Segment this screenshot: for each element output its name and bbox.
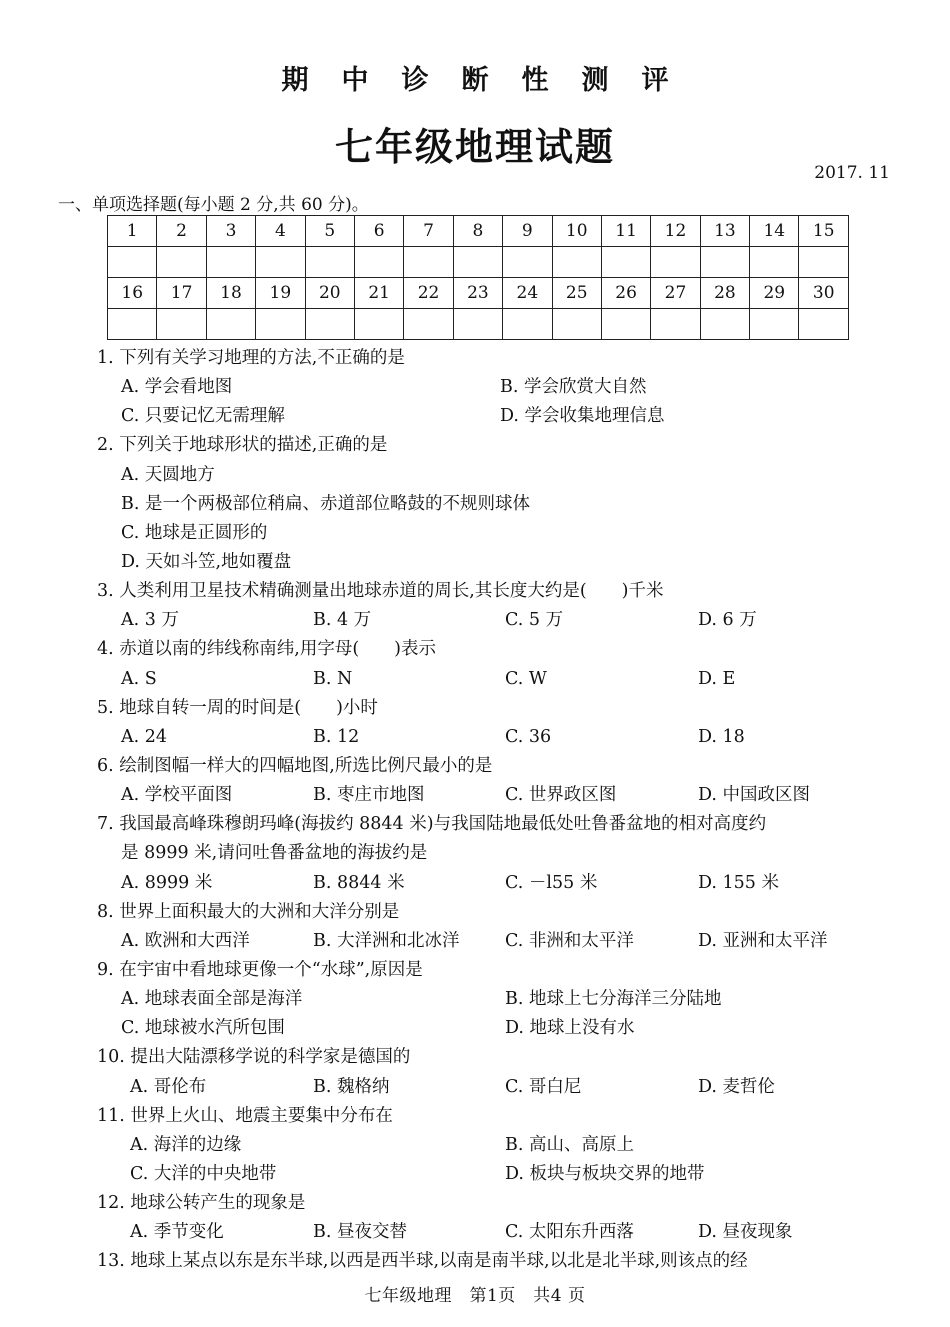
question-number-cell: 24 [503,278,552,309]
option-line [0,869,950,898]
option-line [0,490,950,519]
option-b: B. 4 万 [313,610,372,631]
answer-cell[interactable] [157,309,206,340]
answer-cell[interactable] [404,247,453,278]
option-line [0,985,950,1014]
option-line [0,1131,950,1160]
question-number-cell: 1 [108,216,157,247]
question-number-cell: 28 [700,278,749,309]
question-number-cell: 22 [404,278,453,309]
option-a: A. 8999 米 [121,872,213,893]
question-stem-line [0,839,950,868]
answer-cell[interactable] [206,247,255,278]
answer-table-blank-row [108,247,849,278]
answer-table-number-row [108,216,849,247]
question-stem: 13. 地球上某点以东是东半球,以西是西半球,以南是南半球,以北是北半球,则该点的经 [97,1251,748,1272]
question-number-cell: 20 [305,278,354,309]
question-number-cell: 25 [552,278,601,309]
answer-cell[interactable] [700,247,749,278]
question-number-cell: 11 [601,216,650,247]
option-d: D. 亚洲和太平洋 [698,930,828,951]
answer-cell[interactable] [651,247,700,278]
question-number-cell: 17 [157,278,206,309]
option-d: D. 板块与板块交界的地带 [505,1163,705,1184]
question-stem-line [0,1189,950,1218]
exam-kicker: 期中诊断性测评 [281,65,702,96]
question-number-cell: 26 [601,278,650,309]
question-stem-line [0,694,950,723]
answer-cell[interactable] [453,247,502,278]
question-number-cell: 27 [651,278,700,309]
question-stem-line [0,577,950,606]
option-c: C. 地球是正圆形的 [121,522,268,543]
question-number-cell: 4 [256,216,305,247]
option-a: A. 欧洲和大西洋 [121,930,250,951]
question-stem: 6. 绘制图幅一样大的四幅地图,所选比例尺最小的是 [97,755,493,776]
question-number-cell: 19 [256,278,305,309]
answer-table-blank-row [108,309,849,340]
option-b: B. N [313,668,353,689]
option-d: D. 昼夜现象 [698,1222,793,1243]
answer-cell[interactable] [305,247,354,278]
option-b: B. 学会欣赏大自然 [500,377,647,398]
question-stem-line [0,635,950,664]
option-line [0,1218,950,1247]
answer-cell[interactable] [503,247,552,278]
option-a: A. 地球表面全部是海洋 [121,989,303,1010]
answer-cell[interactable] [799,247,849,278]
answer-cell[interactable] [354,309,403,340]
question-stem-line [0,1043,950,1072]
answer-cell[interactable] [108,247,157,278]
option-c: C. －l55 米 [505,872,598,893]
answer-cell[interactable] [256,309,305,340]
page-footer: 七年级地理 第1页 共4 页 [364,1286,586,1306]
option-c: C. 哥白尼 [505,1076,582,1097]
question-number-cell: 10 [552,216,601,247]
answer-cell[interactable] [108,309,157,340]
option-d: D. 地球上没有水 [505,1018,635,1039]
question-number-cell: 16 [108,278,157,309]
question-number-cell: 12 [651,216,700,247]
question-stem: 12. 地球公转产生的现象是 [97,1193,306,1214]
option-b: B. 是一个两极部位稍扁、赤道部位略鼓的不规则球体 [121,493,530,514]
option-a: A. 天圆地方 [121,464,215,485]
question-stem: 10. 提出大陆漂移学说的科学家是德国的 [97,1047,411,1068]
answer-cell[interactable] [750,309,799,340]
question-stem: 9. 在宇宙中看地球更像一个“水球”,原因是 [97,959,423,980]
option-d: D. E [698,668,736,689]
question-stem: 4. 赤道以南的纬线称南纬,用字母( )表示 [97,639,436,660]
answer-cell[interactable] [601,309,650,340]
question-stem: 2. 下列关于地球形状的描述,正确的是 [97,435,388,456]
question-number-cell: 8 [453,216,502,247]
answer-cell[interactable] [157,247,206,278]
question-number-cell: 21 [354,278,403,309]
option-a: A. 3 万 [121,610,179,631]
answer-cell[interactable] [601,247,650,278]
option-a: A. 学会看地图 [121,377,233,398]
question-stem-line [0,1102,950,1131]
question-number-cell: 2 [157,216,206,247]
answer-cell[interactable] [404,309,453,340]
question-stem-line [0,898,950,927]
option-a: A. 学校平面图 [121,785,233,806]
option-d: D. 天如斗笠,地如覆盘 [121,551,292,572]
question-number-cell: 14 [750,216,799,247]
option-d: D. 18 [698,726,745,747]
option-a: A. S [121,668,157,689]
option-line [0,1073,950,1102]
question-number-cell: 9 [503,216,552,247]
question-stem-line [0,431,950,460]
option-line [0,665,950,694]
option-a: A. 24 [121,726,168,747]
option-line [0,1014,950,1043]
option-line [0,723,950,752]
option-b: B. 昼夜交替 [313,1222,407,1243]
option-b: B. 枣庄市地图 [313,785,425,806]
question-number-cell: 7 [404,216,453,247]
answer-cell[interactable] [256,247,305,278]
option-d: D. 155 米 [698,872,779,893]
question-number-cell: 30 [799,278,849,309]
question-number-cell: 29 [750,278,799,309]
option-line [0,781,950,810]
option-b: B. 8844 米 [313,872,405,893]
answer-cell[interactable] [206,309,255,340]
question-stem-line [0,752,950,781]
option-c: C. 世界政区图 [505,785,617,806]
option-line [0,548,950,577]
option-d: D. 麦哲伦 [698,1076,776,1097]
answer-cell[interactable] [799,309,849,340]
option-line [0,927,950,956]
option-c: C. 36 [505,726,552,747]
option-line [0,519,950,548]
section-heading: 一、单项选择题(每小题 2 分,共 60 分)。 [58,195,369,215]
option-line [0,606,950,635]
question-number-cell: 15 [799,216,849,247]
option-c: C. 地球被水汽所包围 [121,1018,285,1039]
answer-cell[interactable] [503,309,552,340]
option-c: C. 太阳东升西落 [505,1222,634,1243]
option-d: D. 6 万 [698,610,757,631]
option-c: C. 只要记忆无需理解 [121,406,285,427]
answer-cell[interactable] [552,309,601,340]
option-b: B. 魏格纳 [313,1076,390,1097]
answer-cell[interactable] [552,247,601,278]
option-line [0,461,950,490]
option-d: D. 学会收集地理信息 [500,406,665,427]
question-number-cell: 3 [206,216,255,247]
question-stem: 11. 世界上火山、地震主要集中分布在 [97,1105,393,1126]
question-number-cell: 5 [305,216,354,247]
question-stem-line [0,810,950,839]
answer-table-number-row [108,278,849,309]
question-stem-line [0,956,950,985]
question-stem: 1. 下列有关学习地理的方法,不正确的是 [97,348,405,368]
question-stem-continued: 是 8999 米,请问吐鲁番盆地的海拔约是 [121,843,428,864]
option-d: D. 中国政区图 [698,785,811,806]
answer-cell[interactable] [453,309,502,340]
question-stem: 7. 我国最高峰珠穆朗玛峰(海拔约 8844 米)与我国陆地最低处吐鲁番盆地的相对高度约 [97,814,767,835]
answer-cell[interactable] [354,247,403,278]
question-stem: 8. 世界上面积最大的大洲和大洋分别是 [97,901,400,922]
option-b: B. 12 [313,726,360,747]
question-number-cell: 13 [700,216,749,247]
question-number-cell: 23 [453,278,502,309]
option-c: C. 非洲和太平洋 [505,930,634,951]
option-line [0,402,950,431]
question-stem-line [0,1247,950,1276]
question-number-cell: 6 [354,216,403,247]
option-line [0,1160,950,1189]
option-c: C. 5 万 [505,610,564,631]
question-stem: 3. 人类利用卫星技术精确测量出地球赤道的周长,其长度大约是( )千米 [97,581,664,602]
exam-date: 2017. 11 [814,163,890,183]
question-number-cell: 18 [206,278,255,309]
option-b: B. 大洋洲和北冰洋 [313,930,460,951]
answer-cell[interactable] [750,247,799,278]
option-c: C. 大洋的中央地带 [130,1163,277,1184]
question-stem: 5. 地球自转一周的时间是( )小时 [97,697,378,718]
option-b: B. 高山、高原上 [505,1134,634,1155]
answer-cell[interactable] [305,309,354,340]
option-a: A. 哥伦布 [130,1076,207,1097]
question-stem-line [0,344,950,373]
option-c: C. W [505,668,547,689]
answer-cell[interactable] [651,309,700,340]
exam-title: 七年级地理试题 [334,125,615,169]
option-a: A. 海洋的边缘 [130,1134,242,1155]
option-line [0,373,950,402]
option-b: B. 地球上七分海洋三分陆地 [505,989,722,1010]
option-a: A. 季节变化 [130,1222,224,1243]
answer-cell[interactable] [700,309,749,340]
answer-table [107,215,849,340]
question-list [0,344,950,1277]
